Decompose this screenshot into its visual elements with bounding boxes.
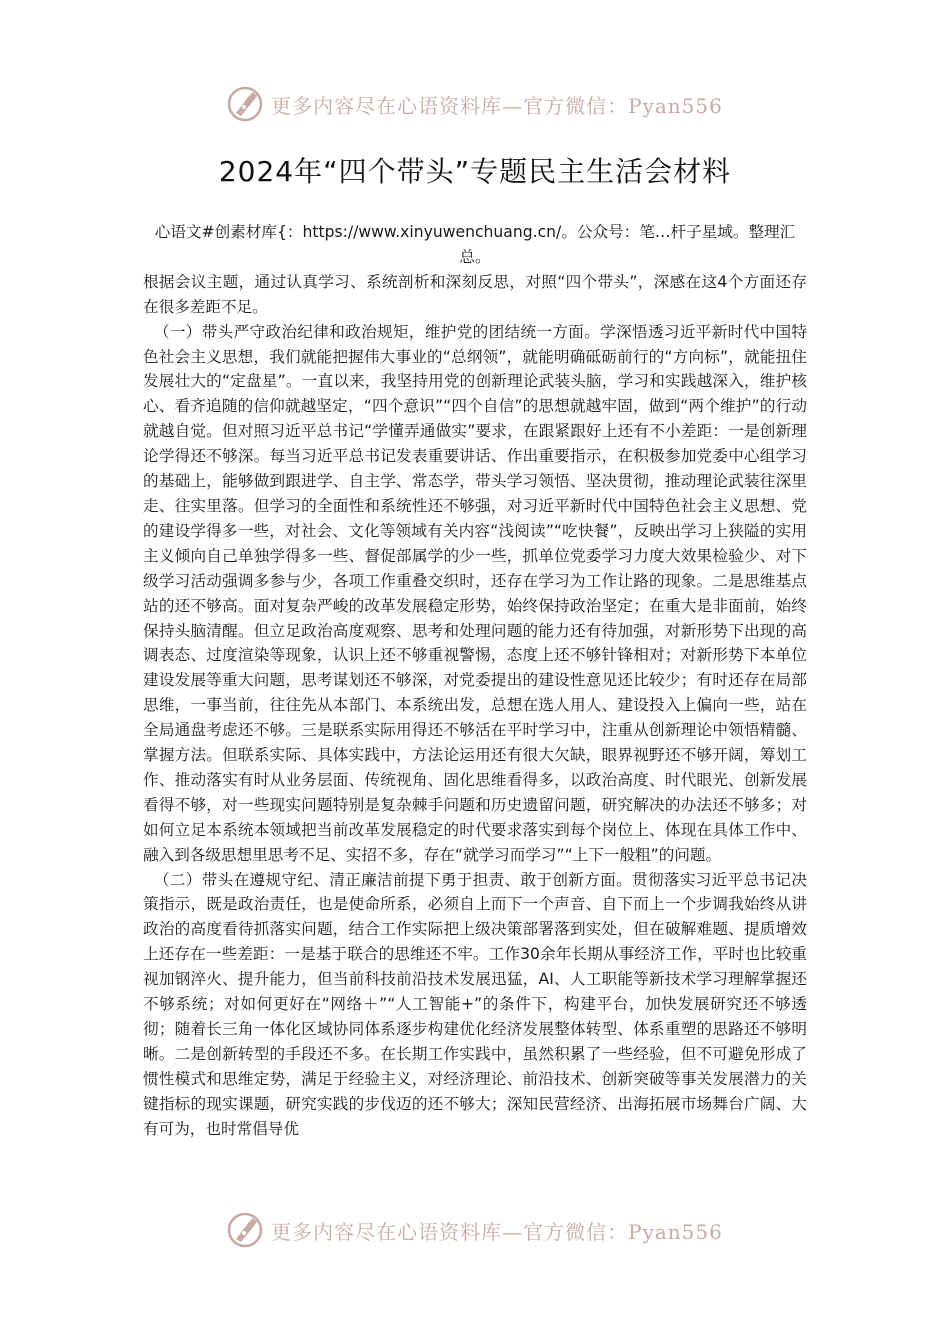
header-banner <box>0 84 950 124</box>
pen-nib-logo-icon <box>227 1212 263 1248</box>
footer-banner <box>0 1210 950 1250</box>
page-title: 2024年“四个带头”专题民主生活会材料 <box>218 155 732 188</box>
intro-paragraph: 根据会议主题，通过认真学习、系统剖析和深刻反思，对照“四个带头”，深感在这4个方面还存在很多差距不足。 <box>143 272 807 316</box>
pen-nib-logo-icon <box>227 86 263 122</box>
document-body <box>143 220 807 1142</box>
source-line: 心语文#创素材库{：https://www.xinyuwenchuang.cn/。公众号：笔…杆子星域。整理汇总。 <box>154 223 796 266</box>
section-1-paragraph: （一）带头严守政治纪律和政治规矩，维护党的团结统一方面。学深悟透习近平新时代中国特色社会主义思想，我们就能把握伟大事业的“总纲领”，就能明确砥砺前行的“方向标”，就能扭住发展壮大的“定盘星”。一直以来，我坚持用党的创新理论武装头脑，学习和实践越深入，维护核心、看齐追随的信仰就越坚定，“四个意识”“四个自信”的思想就越牢固，做到“两个维护”的行动就越自觉。但对照习近平总书记“学懂弄通做实”要求，在跟紧跟好上还有不小差距：一是创新理论学得还不够深。每当习近平总书记发表重要讲话、作出重要指示，在积极参加党委中心组学习的基础上，能够做到跟进学、自主学、常态学，带头学习领悟、坚决贯彻，推动理论武装往深里走、往实里落。但学习的全面性和系统性还不够强，对习近平新时代中国特色社会主义思想、党的建设学得多一些，对社会、文化等领域有关内容“浅阅读”“吃快餐”，反映出学习上狭隘的实用主义倾向自己单独学得多一些、督促部属学的少一些，抓单位党委学习力度大效果检验少、对下级学习活动强调多参与少，各项工作重叠交织时，还存在学习为工作让路的现象。二是思维基点站的还不够高。面对复杂严峻的改革发展稳定形势，始终保持政治坚定；在重大是非面前，始终保持头脑清醒。但立足政治高度观察、思考和处理问题的能力还有待加强，对新形势下出现的高调表态、过度渲染等现象，认识上还不够重视警惕，态度上还不够针锋相对；对新形势下本单位建设发展等重大问题，思考谋划还不够深，对党委提出的建设性意见还比较少；有时还存在局部思维，一事当前，往往先从本部门、本系统出发，总想在选人用人、建设投入上偏向一些，站在全局通盘考虑还不够。三是联系实际用得还不够活在平时学习中，注重从创新理论中领悟精髓、掌握方法。但联系实际、具体实践中，方法论运用还有很大欠缺，眼界视野还不够开阔，筹划工作、推动落实有时从业务层面、传统视角、固化思维看得多，以政治高度、时代眼光、创新发展看得不够，对一些现实问题特别是复杂棘手问题和历史遗留问题，研究解决的办法还不够多；对如何立足本系统本领域把当前改革发展稳定的时代要求落实到每个岗位上、体现在具体工作中、融入到各级思想里思考不足、实招不多，存在“就学习而学习”“上下一般粗”的问题。 <box>143 322 807 864</box>
header-banner-text: 更多内容尽在心语资料库—官方微信：Pyan556 <box>271 93 723 118</box>
footer-banner-text: 更多内容尽在心语资料库—官方微信：Pyan556 <box>271 1219 723 1244</box>
section-2-paragraph: （二）带头在遵规守纪、清正廉洁前提下勇于担责、敢于创新方面。贯彻落实习近平总书记决策指示，既是政治责任，也是使命所系，必须自上而下一个声音、自下而上一个步调我始终从讲政治的高度看待抓落实问题，结合工作实际把上级决策部署落到实处，但在破解难题、提质增效上还存在一些差距：一是基于联合的思维还不牢。工作30余年长期从事经济工作，平时也比较重视加钢淬火、提升能力，但当前科技前沿技术发展迅猛，AI、人工职能等新技术学习理解掌握还不够系统；对如何更好在“网络＋”“人工智能+”的条件下，构建平台，加快发展研究还不够透彻；随着长三角一体化区域协同体系逐步构建优化经济发展整体转型、体系重塑的思路还不够明晰。二是创新转型的手段还不多。在长期工作实践中，虽然积累了一些经验，但不可避免形成了惯性模式和思维定势，满足于经验主义，对经济理论、前沿技术、创新突破等事关发展潜力的关键指标的现实课题，研究实践的步伐迈的还不够大；深知民营经济、出海拓展市场舞台广阔、大有可为，也时常倡导优 <box>143 870 807 1138</box>
